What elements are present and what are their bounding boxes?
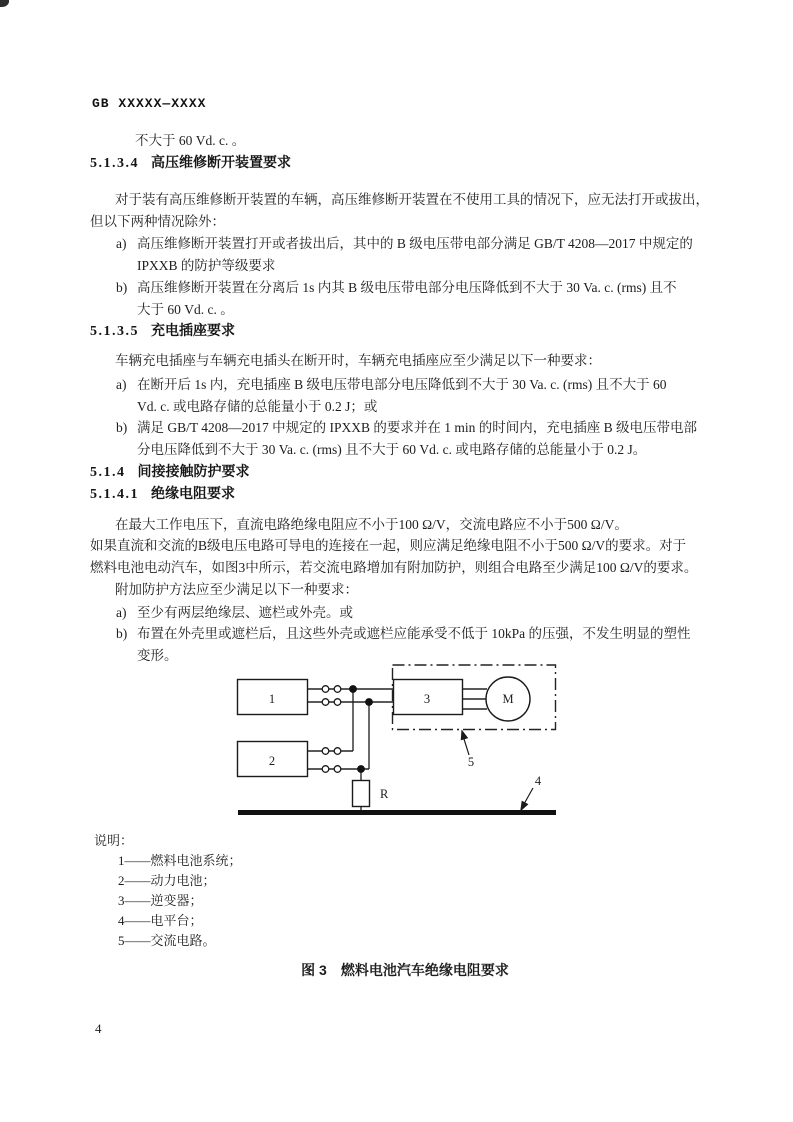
legend-item: 3——逆变器； (118, 892, 203, 908)
callout-4-label: 4 (534, 773, 542, 788)
paragraph (90, 514, 720, 601)
figure-caption: 图 3 燃料电池汽车绝缘电阻要求 (301, 961, 509, 978)
list-item-line: 在断开后 1s 内，充电插座 B 级电压带电部分电压降低到不大于 30 Va. c. (rms) 且不大于 60 (137, 376, 667, 392)
legend-item: 1——燃料电池系统； (118, 852, 242, 868)
scan-corner-artifact (0, 0, 9, 7)
clause-title: 充电插座要求 (151, 322, 235, 339)
clause-number: 5.1.3.5 (90, 324, 139, 340)
traction-battery-label: 2 (268, 753, 276, 768)
list-item-label: b) (116, 626, 128, 642)
inverter-label: 3 (423, 691, 431, 706)
paragraph (90, 350, 720, 372)
paragraph-line: 燃料电池电动汽车，如图3中所示，若交流电路增加有附加防护，则组合电路至少满足100 Ω/V的要求。 (90, 560, 698, 576)
heading-5-1-3-4 (90, 152, 720, 174)
heading-5-1-3-5 (90, 320, 720, 342)
clause-number: 5.1.3.4 (90, 156, 139, 171)
list-item (90, 417, 720, 460)
list-item-label: a) (116, 604, 127, 620)
paragraph (90, 189, 720, 232)
list-item-line: 布置在外壳里或遮栏后，且这些外壳或遮栏应能承受不低于 10kPa 的压强，不发生明显的塑性 (137, 626, 691, 642)
ordered-list (90, 602, 720, 667)
paragraph-line: 车辆充电插座与车辆充电插头在断开时，车辆充电插座应至少满足以下一种要求： (115, 353, 601, 369)
list-item-label: a) (116, 236, 127, 252)
list-item (90, 623, 720, 666)
paragraph-line: 但以下两种情况除外： (90, 213, 225, 229)
callout-5-arrow-line (464, 739, 469, 755)
callout-5-label: 5 (467, 754, 475, 769)
legend-item: 5——交流电路。 (118, 932, 216, 948)
callout-arrows (461, 731, 533, 810)
list-item-line: 满足 GB/T 4208—2017 中规定的 IPXXB 的要求并在 1 min 的时间内，充电插座 B 级电压带电部 (137, 420, 698, 436)
clause-title: 高压维修断开装置要求 (151, 154, 291, 170)
ordered-list (90, 233, 720, 320)
paragraph-line: 附加防护方法应至少满足以下一种要求： (115, 581, 358, 597)
list-item-label: b) (116, 420, 128, 436)
page-content (90, 96, 720, 979)
callout-4-arrowhead-icon (521, 801, 527, 809)
clause-number: 5.1.4 (90, 464, 126, 480)
heading-5-1-4 (90, 461, 720, 483)
page-number: 4 (95, 1021, 102, 1036)
list-item-line: IPXXB 的防护等级要求 (137, 258, 276, 274)
resistor-box (353, 780, 370, 806)
list-item-line: 分电压降低到不大于 30 Va. c. (rms) 且不大于 60 Vd. c. 或电路存储的总能量小于 0.2 J。 (137, 442, 647, 458)
paragraph-line: 如果直流和交流的B级电压电路可导电的连接在一起，则应满足绝缘电阻不小于500 Ω/V的要求。对于 (90, 538, 687, 554)
list-item-line: 变形。 (137, 647, 178, 663)
paragraph-line: 对于装有高压维修断开装置的车辆，高压维修断开装置在不使用工具的情况下，应无法打开或拔出， (115, 192, 709, 207)
list-item-label: b) (116, 279, 128, 295)
list-item-line: 高压维修断开装置在分离后 1s 内其 B 级电压带电部分电压降低到不大于 30 Va. c. (rms) 且不 (137, 279, 677, 295)
clause-number: 5.1.4.1 (90, 486, 139, 502)
list-item (90, 233, 720, 276)
list-item-line: 至少有两层绝缘层、遮栏或外壳。或 (137, 604, 353, 620)
contactor-contact-icons (322, 685, 341, 772)
resistor-label: R (380, 786, 389, 801)
insulation-resistance-diagram (90, 664, 720, 830)
callout-5-arrowhead-icon (461, 731, 467, 740)
list-item-line: 高压维修断开装置打开或者拔出后，其中的 B 级电压带电部分满足 GB/T 4208—2017 中规定的 (137, 236, 693, 252)
carryover-line: 不大于 60 Vd. c. 。 (135, 133, 246, 148)
legend-item: 2——动力电池； (118, 872, 216, 888)
list-item (90, 602, 720, 624)
list-item-label: a) (116, 376, 127, 392)
clause-title: 间接接触防护要求 (137, 462, 250, 479)
list-item-line: 大于 60 Vd. c. 。 (137, 301, 234, 317)
list-item (90, 374, 720, 417)
heading-5-1-4-1 (90, 483, 720, 505)
list-item-line: Vd. c. 或电路存储的总能量小于 0.2 J；或 (137, 398, 378, 414)
doc-code-header: GB XXXXX—XXXX (92, 96, 207, 111)
legend-item: 4——电平台； (118, 912, 203, 928)
fuel-cell-system-label: 1 (268, 691, 276, 706)
motor-label: M (502, 691, 514, 706)
ordered-list (90, 374, 720, 461)
figure-3 (90, 664, 720, 979)
list-item (90, 277, 720, 320)
legend-title: 说明： (94, 832, 134, 848)
paragraph-line: 在最大工作电压下，直流电路绝缘电阻应不小于100 Ω/V，交流电路应不小于500 Ω/V。 (115, 516, 628, 532)
clause-title: 绝缘电阻要求 (151, 484, 235, 501)
callout-4-arrow-line (524, 788, 533, 804)
